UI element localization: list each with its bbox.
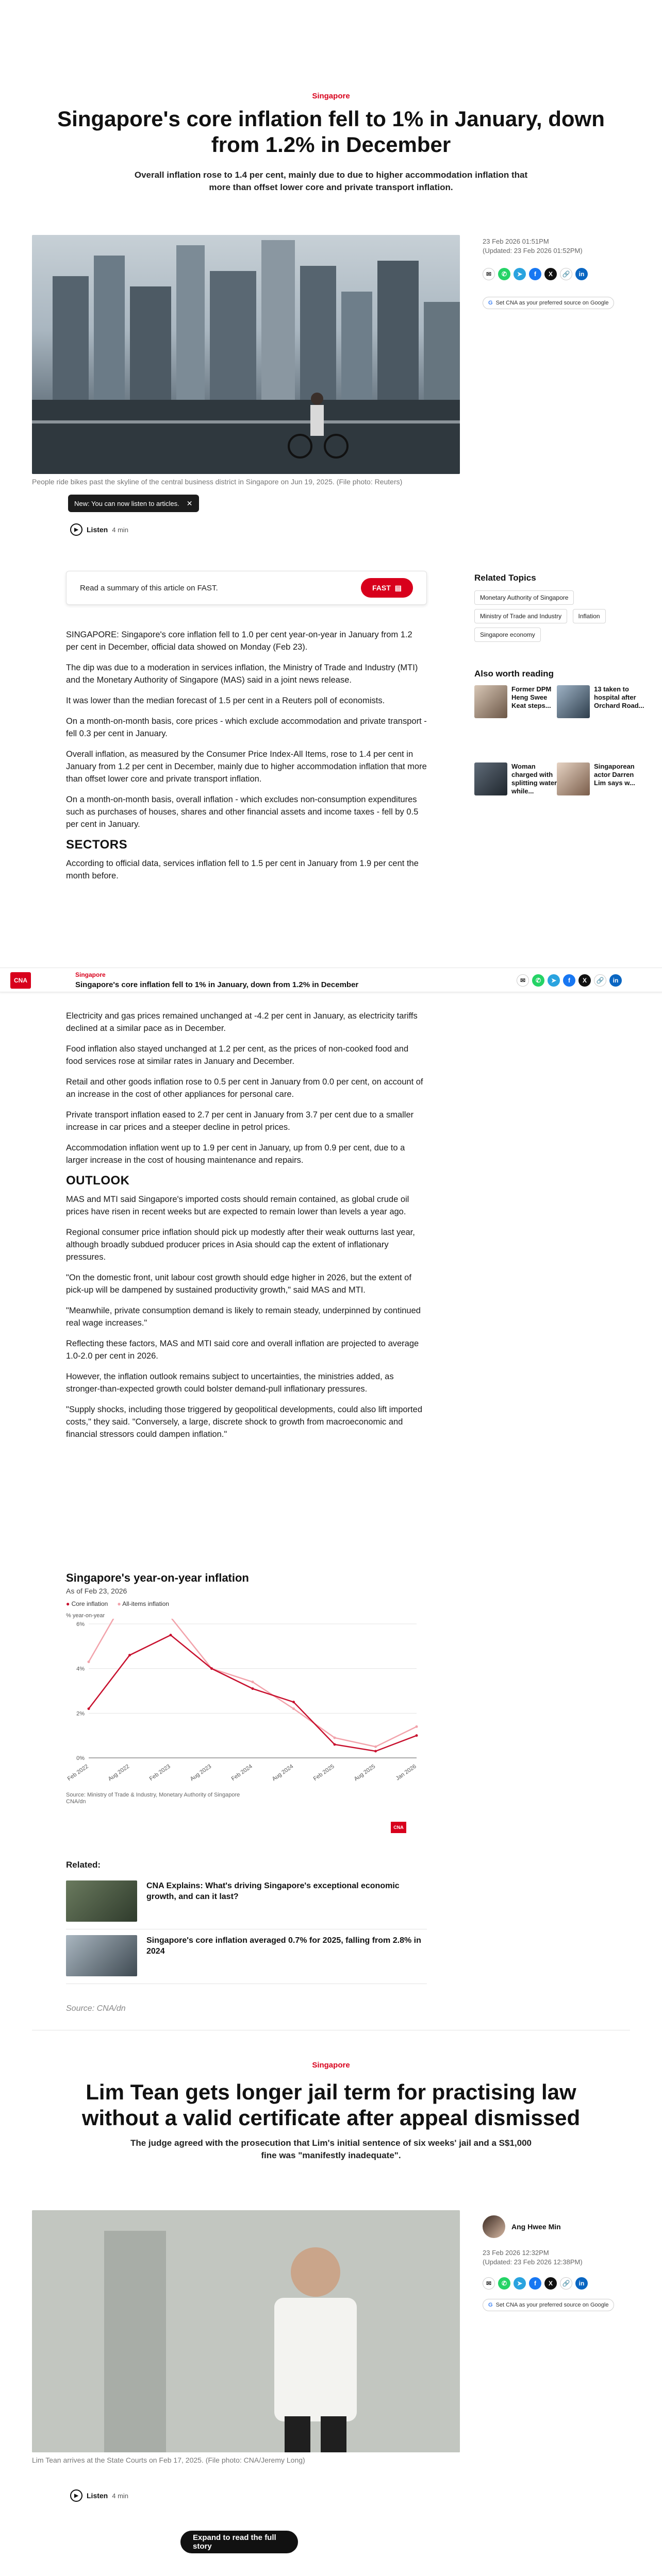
data-point: [292, 1701, 295, 1703]
section-heading-sectors: SECTORS: [66, 838, 128, 852]
related-topics-list: [474, 590, 644, 646]
preferred-source-label: Set CNA as your preferred source on Google: [495, 300, 609, 306]
chart-plot: [66, 1619, 427, 1789]
thumbnail: [474, 762, 507, 795]
paragraph: Private transport inflation eased to 2.7 per cent in January from 3.7 per cent due to a smaller increase in car prices and a steeper decline in petrol prices.: [66, 1110, 414, 1132]
whatsapp-icon[interactable]: ✆: [532, 974, 544, 987]
sticky-title: Singapore's core inflation fell to 1% in January, down from 1.2% in December: [75, 980, 359, 989]
paragraph: Retail and other goods inflation rose to 0.5 per cent in January from 0.0 per cent, on account of an increase in the cost of other appliances for personal care.: [66, 1077, 423, 1099]
legend-item: ● Core inflation: [66, 1600, 108, 1607]
related-title: CNA Explains: What's driving Singapore's exceptional economic growth, and can it last?: [146, 1882, 400, 1901]
google-icon: G: [488, 300, 493, 306]
data-point: [88, 1660, 90, 1663]
play-icon: ▶: [70, 2489, 82, 2502]
linkedin-icon[interactable]: in: [609, 974, 622, 987]
series-line: [89, 1635, 417, 1751]
paragraph: On a month-on-month basis, core prices - which exclude accommodation and private transport - fell 0.3 per cent in January.: [66, 717, 427, 738]
paragraph: SINGAPORE: Singapore's core inflation fell to 1.0 per cent year-on-year in January from 1.2 per cent in December, official data showed on Monday (Feb 23).: [66, 630, 412, 652]
mail-icon[interactable]: ✉: [483, 2277, 495, 2290]
paragraph: Overall inflation, as measured by the Consumer Price Index-All Items, rose to 1.4 per cent in January from 1.2 per cent in December, mainly due to higher accommodation inflation that more than offset lower core and private transport inflation.: [66, 750, 427, 784]
cna-logo[interactable]: CNA: [10, 972, 31, 989]
x-tick-label: Aug 2025: [353, 1763, 377, 1783]
whatsapp-icon[interactable]: ✆: [498, 268, 510, 280]
thumbnail: [66, 1880, 137, 1922]
x-icon[interactable]: X: [544, 268, 557, 280]
mail-icon[interactable]: ✉: [483, 268, 495, 280]
listen-tooltip: [68, 495, 199, 512]
topic-tag[interactable]: Ministry of Trade and Industry: [474, 609, 567, 623]
facebook-icon[interactable]: f: [529, 2277, 541, 2290]
hero-caption: People ride bikes past the skyline of the central business district in Singapore on Jun 19, 2025. (File photo: Reuters): [32, 478, 403, 486]
listen-button[interactable]: [70, 2489, 128, 2502]
thumbnail: [557, 685, 590, 718]
y-tick-label: 6%: [76, 1621, 85, 1628]
x-icon[interactable]: X: [578, 974, 591, 987]
thumbnail: [66, 1935, 137, 1976]
fast-prompt: Read a summary of this article on FAST.: [80, 583, 218, 592]
card-title: 13 taken to hospital after Orchard Road...: [594, 685, 644, 709]
chart-title: Singapore's year-on-year inflation: [66, 1571, 249, 1584]
related-topics-title: Related Topics: [474, 573, 536, 583]
linkedin-icon[interactable]: in: [575, 268, 588, 280]
legend-label: Core inflation: [71, 1600, 108, 1607]
person-illustration: [32, 2210, 460, 2452]
chart-source: Source: Ministry of Trade & Industry, Monetary Authority of Singapore: [66, 1792, 240, 1798]
hero-photo: [32, 235, 460, 474]
google-icon: G: [488, 2302, 493, 2308]
paragraph: MAS and MTI said Singapore's imported costs should remain contained, as global crude oil prices have risen in recent weeks but are expected to remain lower than levels a year ago.: [66, 1195, 409, 1216]
also-reading-card[interactable]: [474, 762, 562, 795]
card-title: Woman charged with splitting water while...: [511, 762, 557, 795]
thumbnail: [557, 762, 590, 795]
paragraph: "On the domestic front, unit labour cost growth should edge higher in 2026, but the extent of pick-up will be dampened by sustained productivity growth," said MAS and MTI.: [66, 1273, 411, 1295]
tooltip-text: New: You can now listen to articles.: [74, 499, 179, 507]
chart-subtitle: As of Feb 23, 2026: [66, 1587, 127, 1595]
data-point: [416, 1734, 418, 1737]
data-point: [416, 1725, 418, 1728]
listen-button[interactable]: [70, 523, 128, 536]
topic-tag[interactable]: Inflation: [573, 609, 606, 623]
article-standfirst: Overall inflation rose to 1.4 per cent, mainly due to due to higher accommodation inflation that more than offset lower core and private transport inflation.: [134, 170, 528, 192]
link-icon[interactable]: 🔗: [560, 2277, 572, 2290]
whatsapp-icon[interactable]: ✆: [498, 2277, 510, 2290]
link-icon[interactable]: 🔗: [560, 268, 572, 280]
also-reading-card[interactable]: [474, 685, 562, 718]
article-body-a: [66, 629, 427, 890]
linkedin-icon[interactable]: in: [575, 2277, 588, 2290]
author-name: Ang Hwee Min: [511, 2223, 561, 2231]
document-icon: ▤: [394, 583, 402, 592]
y-tick-label: 2%: [76, 1710, 85, 1717]
article-body-b: [66, 1010, 427, 1449]
paragraph: Electricity and gas prices remained unchanged at -4.2 per cent in January, as electricity tariffs declined at a similar pace as in December.: [66, 1011, 418, 1033]
x-tick-label: Jan 2026: [394, 1763, 418, 1782]
data-point: [210, 1667, 213, 1670]
legend-item: ● All-items inflation: [117, 1600, 169, 1607]
fast-button-label: FAST: [372, 584, 391, 592]
sticky-share-bar: [517, 974, 622, 987]
paragraph: Reflecting these factors, MAS and MTI said core and overall inflation are projected to average 1.0-2.0 per cent in 2026.: [66, 1339, 419, 1361]
sticky-article-bar: [0, 968, 662, 992]
share-bar: [483, 2277, 588, 2290]
x-tick-label: Aug 2022: [107, 1763, 131, 1783]
chart-ylabel: % year-on-year: [66, 1613, 105, 1619]
thumbnail: [474, 685, 507, 718]
x-tick-label: Feb 2023: [148, 1763, 172, 1783]
x-tick-label: Feb 2022: [66, 1763, 90, 1783]
data-point: [374, 1745, 377, 1748]
paragraph: The dip was due to a moderation in services inflation, the Ministry of Trade and Industry (MTI) and the Monetary Authority of Singapore (MAS) said in a joint news release.: [66, 663, 418, 685]
paragraph: According to official data, services inflation fell to 1.5 per cent in January from 1.9 per cent the month before.: [66, 859, 419, 880]
cna-logo-small: CNA: [391, 1822, 406, 1833]
paragraph: Regional consumer price inflation should pick up modestly after their weak outturns last year, although broadly subdued producer prices in Asia should cap the extent of inflationary pressures.: [66, 1228, 415, 1262]
published-date: 23 Feb 2026 01:51PM: [483, 238, 549, 245]
y-tick-label: 4%: [76, 1666, 85, 1672]
listen-duration: 4 min: [112, 526, 129, 534]
article-standfirst: The judge agreed with the prosecution that Lim's initial sentence of six weeks' jail and a S$1,000 fine was "manifestly inadequate".: [130, 2138, 532, 2160]
telegram-icon[interactable]: ➤: [514, 268, 526, 280]
author-avatar: [483, 2215, 505, 2238]
data-point: [170, 1634, 172, 1636]
data-point: [334, 1737, 336, 1739]
preferred-source-button[interactable]: [483, 297, 614, 309]
source-line: Source: CNA/dn: [66, 2004, 126, 2013]
x-icon[interactable]: X: [544, 2277, 557, 2290]
skyline-illustration: [32, 235, 460, 474]
preferred-source-button[interactable]: [483, 2299, 614, 2311]
also-worth-reading-title: Also worth reading: [474, 669, 554, 679]
paragraph: On a month-on-month basis, overall inflation - which excludes non-consumption expenditures such as purchases of houses, shares and other financial assets and income taxes - fell by 0.5 per cent in January.: [66, 795, 419, 829]
expand-full-story-button[interactable]: Expand to read the full story: [180, 2531, 298, 2553]
facebook-icon[interactable]: f: [529, 268, 541, 280]
article-photo: [32, 2210, 460, 2452]
chart-legend: [66, 1600, 427, 1607]
listen-label: Listen: [87, 526, 108, 534]
listen-duration: 4 min: [112, 2492, 129, 2500]
data-point: [252, 1681, 254, 1683]
data-point: [252, 1687, 254, 1690]
close-icon[interactable]: ✕: [186, 499, 193, 507]
y-tick-label: 0%: [76, 1755, 85, 1761]
paragraph: Food inflation also stayed unchanged at 1.2 per cent, as the prices of non-cooked food and food services rose at similar rates in January and December.: [66, 1044, 409, 1066]
paragraph: "Meanwhile, private consumption demand is likely to remain steady, underpinned by continued real wage increases.": [66, 1306, 421, 1328]
data-point: [334, 1743, 336, 1746]
published-date: 23 Feb 2026 12:32PM: [483, 2249, 549, 2257]
paragraph: It was lower than the median forecast of 1.5 per cent in a Reuters poll of economists.: [66, 696, 385, 705]
legend-label: All-items inflation: [122, 1600, 169, 1607]
telegram-icon[interactable]: ➤: [548, 974, 560, 987]
also-reading-card[interactable]: [557, 762, 644, 795]
chart-credit: CNA/dn: [66, 1799, 86, 1805]
topic-tag[interactable]: Singapore economy: [474, 628, 541, 642]
data-point: [374, 1750, 377, 1753]
paragraph: "Supply shocks, including those triggered by geopolitical developments, could also lift imported costs," they said. "Conversely, a large, discrete shock to growth from macroeconomic and financial stressors could dampen inflation.": [66, 1405, 422, 1439]
related-title: Singapore's core inflation averaged 0.7% for 2025, falling from 2.8% in 2024: [146, 1936, 421, 1956]
facebook-icon[interactable]: f: [563, 974, 575, 987]
article-kicker[interactable]: Singapore: [312, 2061, 350, 2070]
card-title: Singaporean actor Darren Lim says w...: [594, 762, 635, 787]
related-item[interactable]: [66, 1880, 427, 1929]
preferred-source-label: Set CNA as your preferred source on Google: [495, 2302, 609, 2308]
updated-date: (Updated: 23 Feb 2026 01:52PM): [483, 247, 583, 255]
article-kicker[interactable]: Singapore: [312, 92, 350, 100]
x-tick-label: Aug 2024: [271, 1763, 295, 1783]
x-tick-label: Aug 2023: [189, 1763, 213, 1783]
fast-button[interactable]: [361, 578, 413, 598]
related-heading: Related:: [66, 1860, 101, 1870]
telegram-icon[interactable]: ➤: [514, 2277, 526, 2290]
sticky-kicker[interactable]: Singapore: [75, 971, 106, 978]
data-point: [128, 1654, 131, 1656]
mail-icon[interactable]: ✉: [517, 974, 529, 987]
paragraph: However, the inflation outlook remains subject to uncertainties, the ministries added, as stronger-than-expected growth could bolster demand-pull inflationary pressures.: [66, 1372, 394, 1394]
listen-label: Listen: [87, 2492, 108, 2500]
article-caption: Lim Tean arrives at the State Courts on Feb 17, 2025. (File photo: CNA/Jeremy Long): [32, 2456, 305, 2464]
play-icon: ▶: [70, 523, 82, 536]
topic-tag[interactable]: Monetary Authority of Singapore: [474, 590, 574, 605]
section-heading-outlook: OUTLOOK: [66, 1174, 130, 1188]
fast-summary-box: [66, 571, 427, 605]
link-icon[interactable]: 🔗: [594, 974, 606, 987]
data-point: [88, 1707, 90, 1710]
updated-date: (Updated: 23 Feb 2026 12:38PM): [483, 2258, 583, 2266]
inflation-chart: [66, 1571, 427, 1839]
article-headline[interactable]: Lim Tean gets longer jail term for practising law without a valid certificate after appeal dismissed: [81, 2080, 581, 2130]
share-bar: [483, 268, 588, 280]
article-headline: Singapore's core inflation fell to 1% in January, down from 1.2% in December: [57, 107, 605, 157]
author-block[interactable]: [483, 2215, 561, 2238]
x-tick-label: Feb 2025: [312, 1763, 336, 1783]
card-title: Former DPM Heng Swee Keat steps...: [511, 685, 552, 709]
related-item[interactable]: [66, 1935, 427, 1984]
x-tick-label: Feb 2024: [230, 1763, 254, 1783]
also-reading-card[interactable]: [557, 685, 644, 718]
paragraph: Accommodation inflation went up to 1.9 per cent in January, up from 0.9 per cent, due to a larger increase in the cost of housing maintenance and repairs.: [66, 1143, 405, 1165]
data-point: [292, 1707, 295, 1710]
